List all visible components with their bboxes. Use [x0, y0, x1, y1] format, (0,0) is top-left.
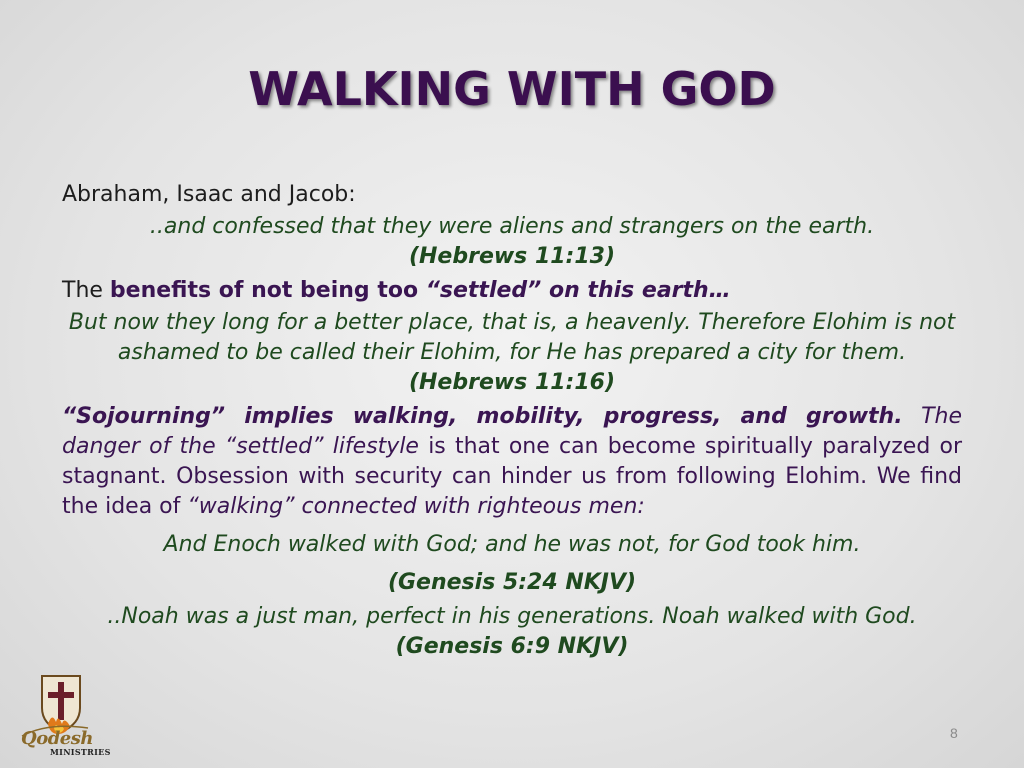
logo-wordmark: Qodesh	[21, 728, 93, 749]
sojourning-italic-1: The danger of the “settled” lifestyle	[62, 404, 963, 459]
scripture-quote-hebrews-11-16	[62, 308, 962, 398]
scripture-quote-genesis-6-9	[62, 602, 962, 662]
quote-text: ..and confessed that they were aliens and strangers on the earth.	[149, 214, 875, 239]
sojourning-italic-2: “walking” connected with righteous men:	[187, 494, 645, 519]
benefits-line	[62, 276, 962, 306]
scripture-quote-hebrews-11-13	[62, 212, 962, 272]
scripture-quote-genesis-5-24	[62, 530, 962, 598]
benefits-bold-italic: “settled” on this earth…	[425, 278, 731, 303]
quote-reference: (Genesis 5:24 NKJV)	[387, 570, 637, 595]
sojourning-paragraph	[62, 402, 962, 522]
logo-subtitle: MINISTRIES	[50, 747, 111, 757]
intro-line: Abraham, Isaac and Jacob:	[62, 182, 356, 207]
benefits-prefix: The	[62, 278, 110, 303]
sojourning-plain: is that one can become spiritually paralyzed or stagnant. Obsession with security can hinder us from following Elohim. We find the idea of	[62, 434, 962, 519]
quote-reference: (Genesis 6:9 NKJV)	[395, 634, 629, 659]
slide-body	[62, 180, 962, 662]
quote-text: And Enoch walked with God; and he was not, for God took him.	[163, 532, 861, 557]
slide-title: WALKING WITH GOD	[248, 62, 776, 116]
quote-reference: (Hebrews 11:13)	[408, 244, 616, 269]
quote-text: ..Noah was a just man, perfect in his generations. Noah walked with God.	[107, 604, 917, 629]
quote-text: But now they long for a better place, that is, a heavenly. Therefore Elohim is not ashamed to be called their Elohim, for He has prepared a city for them.	[68, 310, 956, 365]
quote-reference: (Hebrews 11:16)	[408, 370, 616, 395]
sojourning-bold: “Sojourning” implies walking, mobility, progress, and growth.	[62, 404, 903, 429]
page-number: 8	[950, 725, 958, 741]
benefits-bold: benefits of not being too	[109, 278, 426, 303]
